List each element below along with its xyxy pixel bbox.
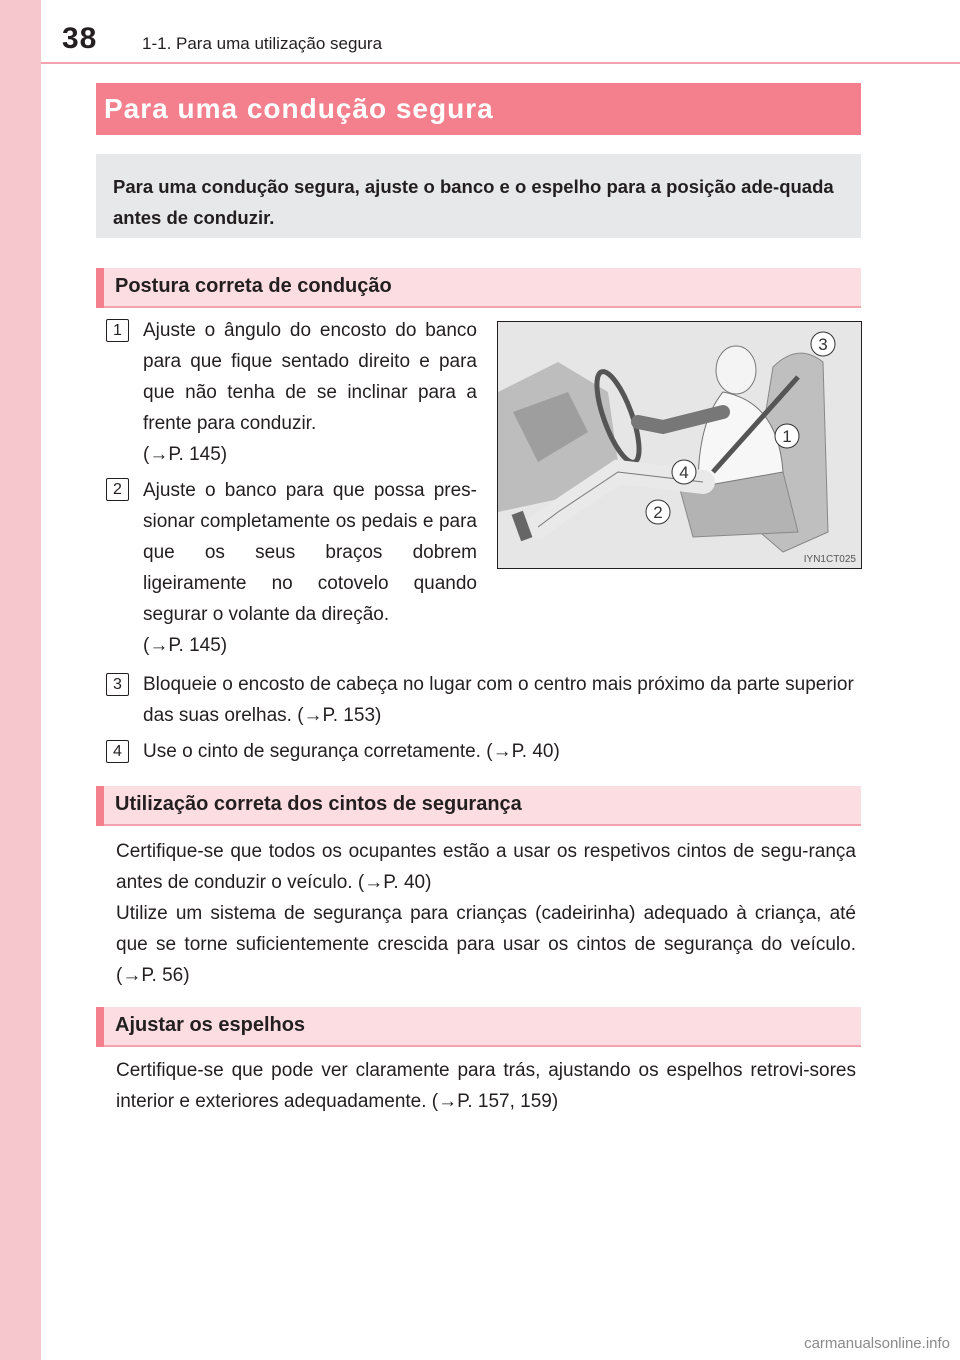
section-heading-label: Utilização correta dos cintos de segurança <box>115 793 522 815</box>
heading-accent-bar <box>96 1007 104 1047</box>
step-number-4: 4 <box>106 740 129 763</box>
page-number: 38 <box>62 22 98 55</box>
figure-callout-4: 4 <box>679 463 689 482</box>
figure-callout-2: 2 <box>653 503 663 522</box>
step-2-ref: (→P. 145) <box>143 635 228 656</box>
intro-text: Para uma condução segura, ajuste o banco e o espelho para a posição ade-quada antes de conduzir. <box>113 176 834 228</box>
heading-accent-bar <box>96 268 104 308</box>
step-number-1: 1 <box>106 319 129 342</box>
step-text-2 <box>143 475 477 661</box>
heading-accent-bar <box>96 786 104 826</box>
belts-paragraph-1: Certifique-se que todos os ocupantes estão a usar os respetivos cintos de segu-rança antes de conduzir o veículo. (→P. 40) <box>116 841 856 893</box>
step-text-1 <box>143 315 477 470</box>
figure-code: IYN1CT025 <box>803 554 856 565</box>
step-1-ref: (→P. 145) <box>143 444 228 465</box>
step-text-3: Bloqueie o encosto de cabeça no lugar com o centro mais próximo da parte superior das suas orelhas. (→P. 153) <box>143 674 854 726</box>
step-text-4: Use o cinto de segurança corretamente. (→P. 40) <box>143 741 560 762</box>
section-heading-posture <box>96 268 861 308</box>
step-1-body: Ajuste o ângulo do encosto do banco para que fique sentado direito e para que não tenha de se inclinar para a frente para conduzir. <box>143 320 477 434</box>
section-heading-label: Postura correta de condução <box>115 275 392 297</box>
seating-posture-illustration <box>497 321 862 569</box>
watermark: carmanualsonline.info <box>804 1335 950 1352</box>
section-heading-label: Ajustar os espelhos <box>115 1014 306 1036</box>
belts-paragraph-2: Utilize um sistema de segurança para crianças (cadeirinha) adequado à criança, até que se torne suficientemente crescida para usar os cintos de segurança do veículo. (→P. 56) <box>116 903 856 986</box>
driver-seat-drawing <box>498 322 861 568</box>
side-strip <box>0 0 41 1360</box>
step-number-3: 3 <box>106 673 129 696</box>
section-heading-mirrors <box>96 1007 861 1047</box>
header-rule <box>41 62 960 64</box>
figure-callout-3: 3 <box>818 335 828 354</box>
step-number-2: 2 <box>106 478 129 501</box>
section-heading-belts <box>96 786 861 826</box>
page-title: Para uma condução segura <box>104 93 494 124</box>
chapter-title: 1-1. Para uma utilização segura <box>142 34 383 53</box>
figure-callout-1: 1 <box>782 427 792 446</box>
step-2-body: Ajuste o banco para que possa pres-sionar completamente os pedais e para que os seus braços dobrem ligeiramente no cotovelo quando segurar o volante da direção. <box>143 480 477 625</box>
mirrors-paragraph: Certifique-se que pode ver claramente para trás, ajustando os espelhos retrovi-sores interior e exteriores adequadamente. (→P. 157, 159) <box>116 1060 856 1112</box>
